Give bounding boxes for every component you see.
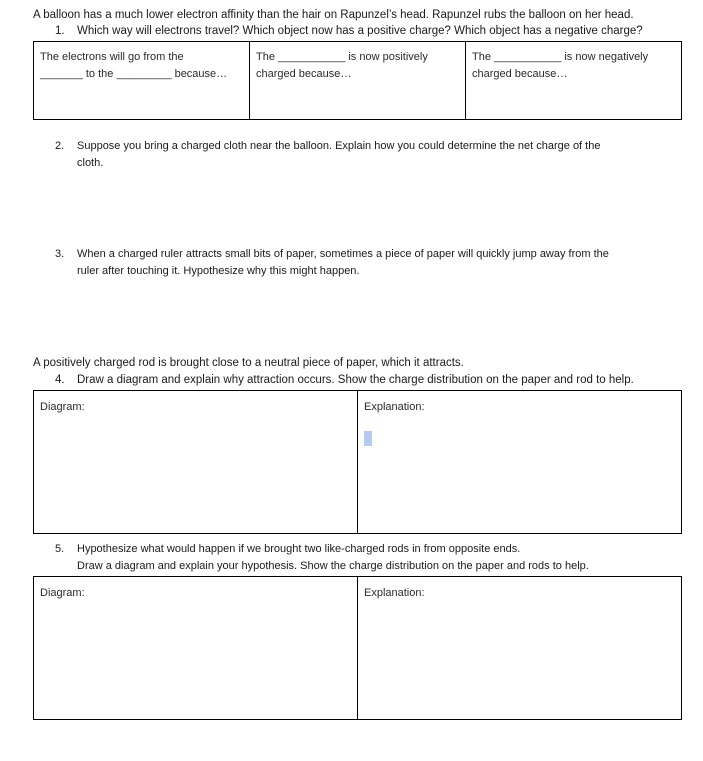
question-5 — [55, 541, 589, 575]
explanation-cell-q4[interactable] — [364, 399, 674, 527]
question-5-line2: Draw a diagram and explain your hypothesis. Show the charge distribution on the paper and rods to help. — [77, 560, 589, 572]
question-3-line1: When a charged ruler attracts small bits of paper, sometimes a piece of paper will quickly jump away from the — [77, 248, 609, 260]
question-4-number: 4. — [55, 374, 65, 386]
explanation-label: Explanation: — [364, 401, 425, 413]
question-1-number: 1. — [55, 25, 65, 37]
answer-table-q5 — [33, 576, 682, 720]
question-1 — [55, 23, 643, 39]
diagram-label: Diagram: — [40, 587, 85, 599]
question-5-number: 5. — [55, 543, 65, 555]
section1-intro: A balloon has a much lower electron affinity than the hair on Rapunzel’s head. Rapunzel rubs the balloon on her head. — [33, 9, 634, 21]
diagram-cell-q5[interactable] — [40, 585, 350, 713]
question-3-number: 3. — [55, 248, 65, 260]
question-2 — [55, 138, 600, 172]
table-divider — [249, 42, 250, 119]
table-divider — [357, 391, 358, 533]
question-3-line2: ruler after touching it. Hypothesize why this might happen. — [77, 265, 360, 277]
explanation-cell-q5[interactable] — [364, 585, 674, 713]
cell-line: The ___________ is now positively — [256, 51, 428, 63]
section2-intro: A positively charged rod is brought close to a neutral piece of paper, which it attracts. — [33, 357, 464, 369]
cell-line: The ___________ is now negatively — [472, 51, 649, 63]
table-divider — [357, 577, 358, 719]
text-cursor — [364, 431, 372, 446]
question-2-line2: cloth. — [77, 157, 104, 169]
answer-cell-electron-direction[interactable] — [40, 49, 245, 83]
diagram-label: Diagram: — [40, 401, 85, 413]
question-5-line1: Hypothesize what would happen if we brought two like-charged rods in from opposite ends. — [77, 543, 521, 555]
cell-line: charged because… — [472, 68, 568, 80]
answer-cell-negative-object[interactable] — [472, 49, 677, 83]
explanation-label: Explanation: — [364, 587, 425, 599]
cell-line: _______ to the _________ because… — [40, 68, 228, 80]
answer-table-q1 — [33, 41, 682, 120]
question-3 — [55, 246, 609, 280]
cell-line: charged because… — [256, 68, 352, 80]
table-divider — [465, 42, 466, 119]
question-4 — [55, 372, 634, 388]
answer-table-q4 — [33, 390, 682, 534]
diagram-cell-q4[interactable] — [40, 399, 350, 527]
question-4-text: Draw a diagram and explain why attraction occurs. Show the charge distribution on the paper and rod to help. — [77, 374, 634, 386]
answer-cell-positive-object[interactable] — [256, 49, 461, 83]
question-2-line1: Suppose you bring a charged cloth near the balloon. Explain how you could determine the net charge of the — [77, 140, 601, 152]
cell-line: The electrons will go from the — [40, 51, 184, 63]
question-2-number: 2. — [55, 140, 65, 152]
question-1-text: Which way will electrons travel? Which object now has a positive charge? Which object has a negative charge? — [77, 25, 643, 37]
